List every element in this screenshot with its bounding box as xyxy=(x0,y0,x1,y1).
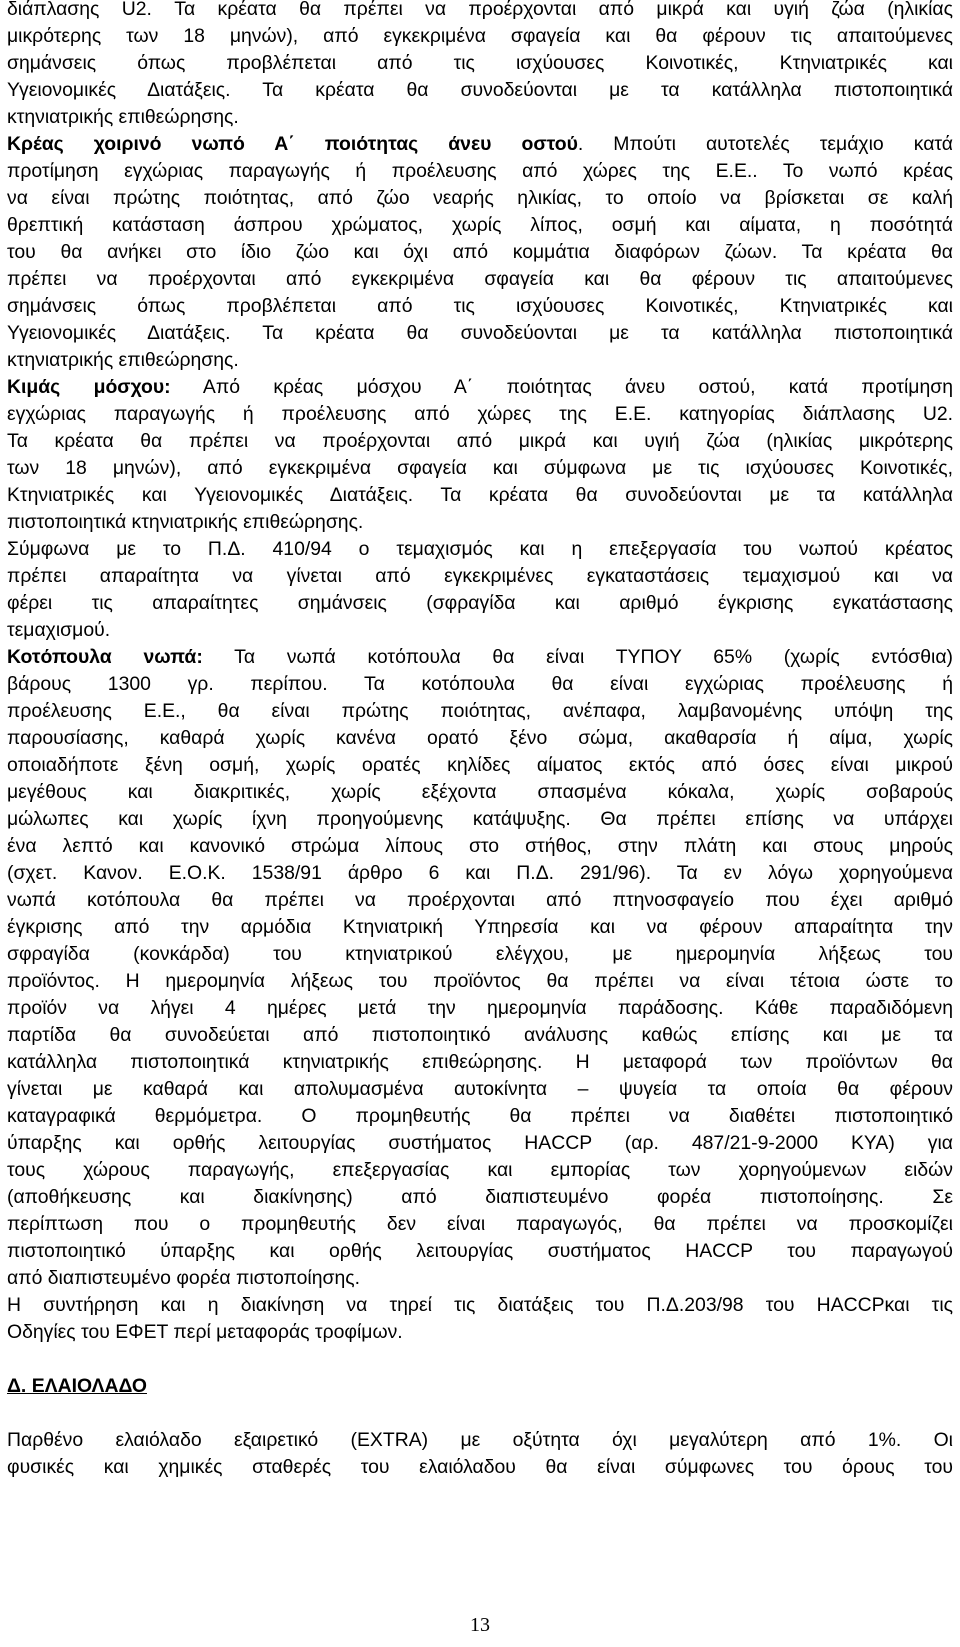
pork-line-8: Υγειονομικές Διατάξεις. Τα κρέατα θα συνοδεύονται με τα κατάλληλα πιστοποιητικά xyxy=(7,322,953,344)
veal-line-6: πιστοποιητικά κτηνιατρικής επιθεώρησης. xyxy=(7,511,364,533)
chicken-line-1-text: Τα νωπά κοτόπουλα θα είναι ΤΥΠΟΥ 65% (χωρίς εντόσθια) xyxy=(202,646,953,668)
veal-line-5: Κτηνιατρικές και Υγειονομικές Διατάξεις. Τα κρέατα θα συνοδεύονται με τα κατάλληλα xyxy=(7,484,953,506)
chicken-line-4: παρουσίασης, καθαρά χωρίς κανένα ορατό ξένο σώμα, ακαθαρσία ή αίμα, χωρίς xyxy=(7,727,953,749)
chicken-line-12: σφραγίδα (κονκάρδα) του κτηνιατρικού ελέγχου, με ημερομηνία λήξεως του xyxy=(7,943,953,965)
chicken-line-8: ένα λεπτό και κανονικό στρώμα λίπους στο στήθος, στην πλάτη και στους μηρούς xyxy=(7,835,953,857)
olive-oil-line-1: Παρθένο ελαιόλαδο εξαιρετικό (EXTRA) με οξύτητα όχι μεγαλύτερη από 1%. Οι xyxy=(7,1429,953,1451)
pork-line-2: προτίμηση εγχώριας παραγωγής ή προέλευσης από χώρες της Ε.Ε.. Το νωπό κρέας xyxy=(7,160,953,182)
chicken-line-9: (σχετ. Κανον. Ε.Ο.Κ. 1538/91 άρθρο 6 και Π.Δ. 291/96). Τα εν λόγω χορηγούμενα xyxy=(7,862,953,884)
veal-line-4: των 18 μηνών), από εγκεκριμένα σφαγεία και σύμφωνα με τις ισχύουσες Κοινοτικές, xyxy=(7,457,953,479)
para1-line-5: κτηνιατρικής επιθεώρησης. xyxy=(7,106,239,128)
pork-line-7: σημάνσεις όπως προβλέπεται από τις ισχύουσες Κοινοτικές, Κτηνιατρικές και xyxy=(7,295,953,317)
pork-line-1-text: . Μπούτι αυτοτελές τεμάχιο κατά xyxy=(577,133,953,155)
page-number: 13 xyxy=(470,1614,490,1636)
chicken-line-20: τους χώρους παραγωγής, επεξεργασίας και εμπορίας των χορηγούμενων ειδών xyxy=(7,1159,953,1181)
chicken-line-15: παρτίδα θα συνοδεύεται από πιστοποιητικό ανάλυσης καθώς επίσης και με τα xyxy=(7,1024,953,1046)
section-d-heading: Δ. ΕΛΑΙΟΛΑΔΟ xyxy=(7,1375,147,1397)
chicken-line-18: καταγραφικά θερμόμετρα. Ο προμηθευτής θα πρέπει να διαθέτει πιστοποιητικό xyxy=(7,1105,953,1127)
chicken-line-17: γίνεται με καθαρά και απολυμασμένα αυτοκίνητα – ψυγεία τα οποία θα φέρουν xyxy=(7,1078,953,1100)
pork-line-3: να είναι πρώτης ποιότητας, από ζώο νεαρής ηλικίας, το οποίο να βρίσκεται σε καλή xyxy=(7,187,953,209)
chicken-line-11: έγκρισης από την αρμόδια Κτηνιατρική Υπηρεσία και να φέρουν απαραίτητα την xyxy=(7,916,953,938)
veal-line-9: φέρει τις απαραίτητες σημάνσεις (σφραγίδα και αριθμό έγκρισης εγκατάστασης xyxy=(7,592,953,614)
chicken-line-24: από διαπιστευμένο φορέα πιστοποίησης. xyxy=(7,1267,360,1289)
para1-line-1: διάπλασης U2. Τα κρέατα θα πρέπει να προέρχονται από μικρά και υγιή ζώα (ηλικίας xyxy=(7,0,953,20)
veal-line-10: τεμαχισμού. xyxy=(7,619,111,641)
para1-line-4: Υγειονομικές Διατάξεις. Τα κρέατα θα συνοδεύονται με τα κατάλληλα πιστοποιητικά xyxy=(7,79,953,101)
pork-line-1 xyxy=(7,131,953,157)
veal-line-1-text: Από κρέας μόσχου Α΄ ποιότητας άνευ οστού, κατά προτίμηση xyxy=(170,376,953,398)
veal-line-8: πρέπει απαραίτητα να γίνεται από εγκεκριμένες εγκαταστάσεις τεμαχισμού και να xyxy=(7,565,953,587)
chicken-line-2: βάρους 1300 γρ. περίπου. Τα κοτόπουλα θα είναι εγχώριας προέλευσης ή xyxy=(7,673,953,695)
para1-line-2: μικρότερης των 18 μηνών), από εγκεκριμένα σφαγεία και θα φέρουν τις απαιτούμενες xyxy=(7,25,953,47)
chicken-line-16: κατάλληλα πιστοποιητικά κτηνιατρικής επιθεώρησης. Η μεταφορά των προϊόντων θα xyxy=(7,1051,953,1073)
veal-heading: Κιμάς μόσχου: xyxy=(7,376,171,398)
pork-line-6: πρέπει να προέρχονται από εγκεκριμένα σφαγεία και θα φέρουν τις απαιτούμενες xyxy=(7,268,953,290)
chicken-line-19: ύπαρξης και ορθής λειτουργίας συστήματος HACCP (αρ. 487/21-9-2000 ΚΥΑ) για xyxy=(7,1132,953,1154)
chicken-line-5: οποιαδήποτε ξένη οσμή, χωρίς ορατές κηλίδες αίματος εκτός από όσες είναι μικρού xyxy=(7,754,953,776)
pork-heading: Κρέας χοιρινό νωπό Α΄ ποιότητας άνευ οστού xyxy=(7,133,578,155)
chicken-heading: Κοτόπουλα νωπά: xyxy=(7,646,203,668)
pork-line-9: κτηνιατρικής επιθεώρησης. xyxy=(7,349,239,371)
chicken-line-25: Η συντήρηση και η διακίνηση να τηρεί τις διατάξεις του Π.Δ.203/98 του HACCPκαι τις xyxy=(7,1294,953,1316)
chicken-line-1 xyxy=(7,644,953,670)
olive-oil-line-2: φυσικές και χημικές σταθερές του ελαιόλαδου θα είναι σύμφωνες του όρους του xyxy=(7,1456,953,1478)
pork-line-4: θρεπτική κατάσταση άσπρου χρώματος, χωρίς λίπος, οσμή και αίματα, η ποσότητά xyxy=(7,214,953,236)
veal-line-1 xyxy=(7,374,953,400)
chicken-line-26: Οδηγίες του ΕΦΕΤ περί μεταφοράς τροφίμων. xyxy=(7,1321,403,1343)
pork-line-5: του θα ανήκει στο ίδιο ζώο και όχι από κομμάτια διαφόρων ζώων. Τα κρέατα θα xyxy=(7,241,953,263)
chicken-line-23: πιστοποιητικό ύπαρξης και ορθής λειτουργίας συστήματος HACCP του παραγωγού xyxy=(7,1240,953,1262)
veal-line-7: Σύμφωνα με το Π.Δ. 410/94 ο τεμαχισμός και η επεξεργασία του νωπού κρέατος xyxy=(7,538,953,560)
chicken-line-6: μεγέθους και διακριτικές, χωρίς εξέχοντα σπασμένα κόκαλα, χωρίς σοβαρούς xyxy=(7,781,953,803)
chicken-line-10: νωπά κοτόπουλα θα πρέπει να προέρχονται από πτηνοσφαγείο που έχει αριθμό xyxy=(7,889,953,911)
chicken-line-22: περίπτωση που ο προμηθευτής δεν είναι παραγωγός, θα πρέπει να προσκομίζει xyxy=(7,1213,953,1235)
chicken-line-21: (αποθήκευσης και διακίνησης) από διαπιστευμένο φορέα πιστοποίησης. Σε xyxy=(7,1186,953,1208)
chicken-line-3: προέλευσης Ε.Ε., θα είναι πρώτης ποιότητας, ανέπαφα, λαμβανομένης υπόψη της xyxy=(7,700,953,722)
para1-line-3: σημάνσεις όπως προβλέπεται από τις ισχύουσες Κοινοτικές, Κτηνιατρικές και xyxy=(7,52,953,74)
chicken-line-13: προϊόντος. Η ημερομηνία λήξεως του προϊόντος θα πρέπει να είναι τέτοια ώστε το xyxy=(7,970,953,992)
veal-line-3: Τα κρέατα θα πρέπει να προέρχονται από μικρά και υγιή ζώα (ηλικίας μικρότερης xyxy=(7,430,953,452)
chicken-line-14: προϊόν να λήγει 4 ημέρες μετά την ημερομηνία παράδοσης. Κάθε παραδιδόμενη xyxy=(7,997,953,1019)
chicken-line-7: μώλωπες και χωρίς ίχνη προηγούμενης κατάψυξης. Θα πρέπει επίσης να υπάρχει xyxy=(7,808,953,830)
veal-line-2: εγχώριας παραγωγής ή προέλευσης από χώρες της Ε.Ε. κατηγορίας διάπλασης U2. xyxy=(7,403,953,425)
